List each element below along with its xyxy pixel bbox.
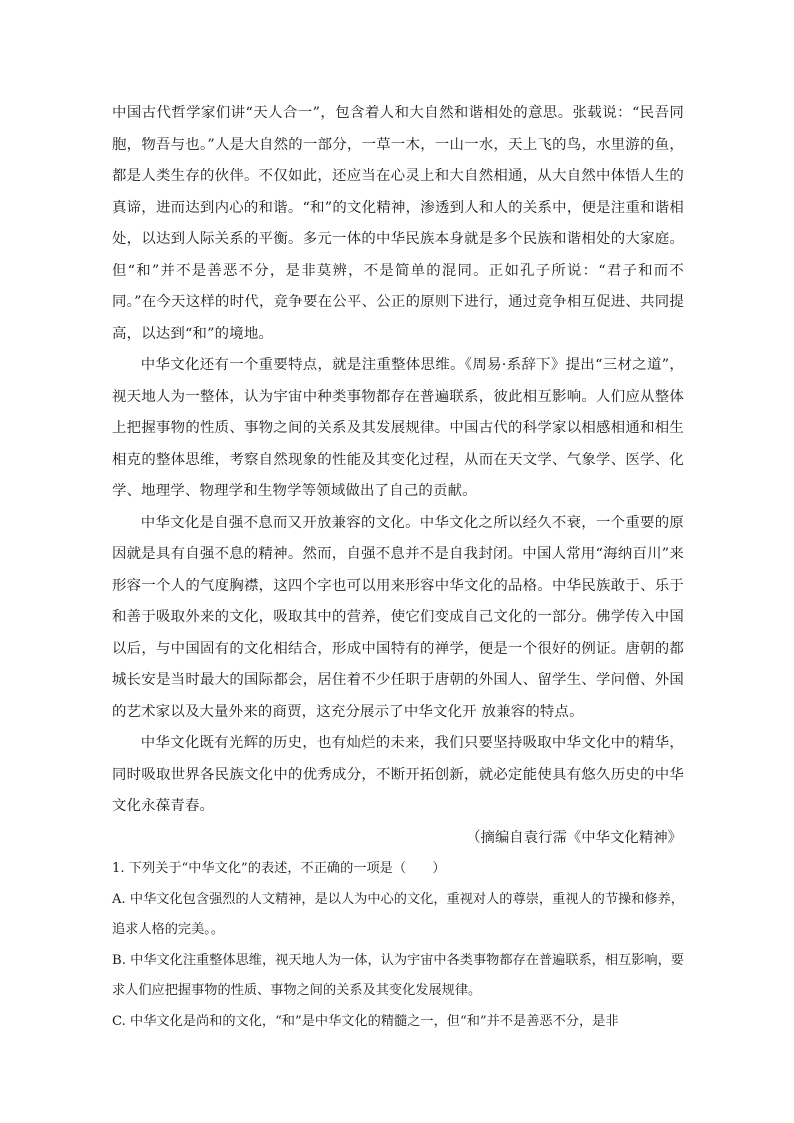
option-b: B. 中华文化注重整体思维，视天地人为一体，认为宇宙中各类事物都存在普遍联系，相互影响，要求人们应把握事物的性质、事物之间的关系及其变化发展规律。 (112, 952, 684, 998)
paragraph-1: 中国古代哲学家们讲“天人合一”，包含着人和大自然和谐相处的意思。张载说：“民吾同胞，物吾与也。”人是大自然的一部分，一草一木，一山一水，天上飞的鸟，水里游的鱼，都是人类生存的伙伴。不仅如此，还应当在心灵上和大自然相通，从大自然中体悟人生的真谛，进而达到内心的和谐。“和”的文化精神，渗透到人和人的关系中，便是注重和谐相处，以达到人际关系的平衡。多元一体的中华民族本身就是多个民族和谐相处的大家庭。但“和”并不是善恶不分，是非莫辨，不是简单的混同。正如孔子所说：“君子和而不同。”在今天这样的时代，竞争要在公平、公正的原则下进行，通过竞争相互促进、共同提高，以达到“和”的境地。 (112, 105, 684, 342)
paragraph-3: 中华文化是自强不息而又开放兼容的文化。中华文化之所以经久不衰，一个重要的原因就是具有自强不息的精神。然而，自强不息并不是自我封闭。中国人常用“海纳百川”来形容一个人的气度胸襟，这四个字也可以用来形容中华文化的品格。中华民族敢于、乐于和善于吸取外来的文化，吸取其中的营养，使它们变成自己文化的一部分。佛学传入中国以后，与中国固有的文化相结合，形成中国特有的禅学，便是一个很好的例证。唐朝的都城长安是当时最大的国际都会，居住着不少任职于唐朝的外国人、留学生、学问僧、外国的艺术家以及大量外来的商贾，这充分展示了中华文化开 放兼容的特点。 (112, 514, 684, 720)
source-citation: （摘编自袁行霈《中华文化精神》 (466, 829, 682, 846)
paragraph-2: 中华文化还有一个重要特点，就是注重整体思维。《周易·系辞下》提出“三材之道”，视天地人为一整体，认为宇宙中种类事物都存在普遍联系，彼此相互影响。人们应从整体上把握事物的性质、事物之间的关系及其发展规律。中国古代的科学家以相感相通和相生相克的整体思维，考察自然现象的性能及其变化过程，从而在天文学、气象学、医学、化学、地理学、物理学和生物学等领域做出了自己的贡献。 (112, 357, 684, 499)
question-stem: 1. 下列关于“中华文化”的表述，不正确的一项是（ ） (112, 861, 446, 876)
option-a: A. 中华文化包含强烈的人文精神，是以人为中心的文化，重视对人的尊崇，重视人的节操和修养，追求人格的完美。。 (112, 891, 684, 937)
option-c: C. 中华文化是尚和的文化，“和”是中华文化的精髓之一，但“和”并不是善恶不分，是非 (112, 1013, 619, 1029)
paragraph-4: 中华文化既有光辉的历史，也有灿烂的未来，我们只要坚持吸取中华文化中的精华，同时吸取世界各民族文化中的优秀成分，不断开拓创新，就必定能使具有悠久历史的中华文化永葆青春。 (112, 735, 684, 814)
document-page (112, 98, 684, 1037)
